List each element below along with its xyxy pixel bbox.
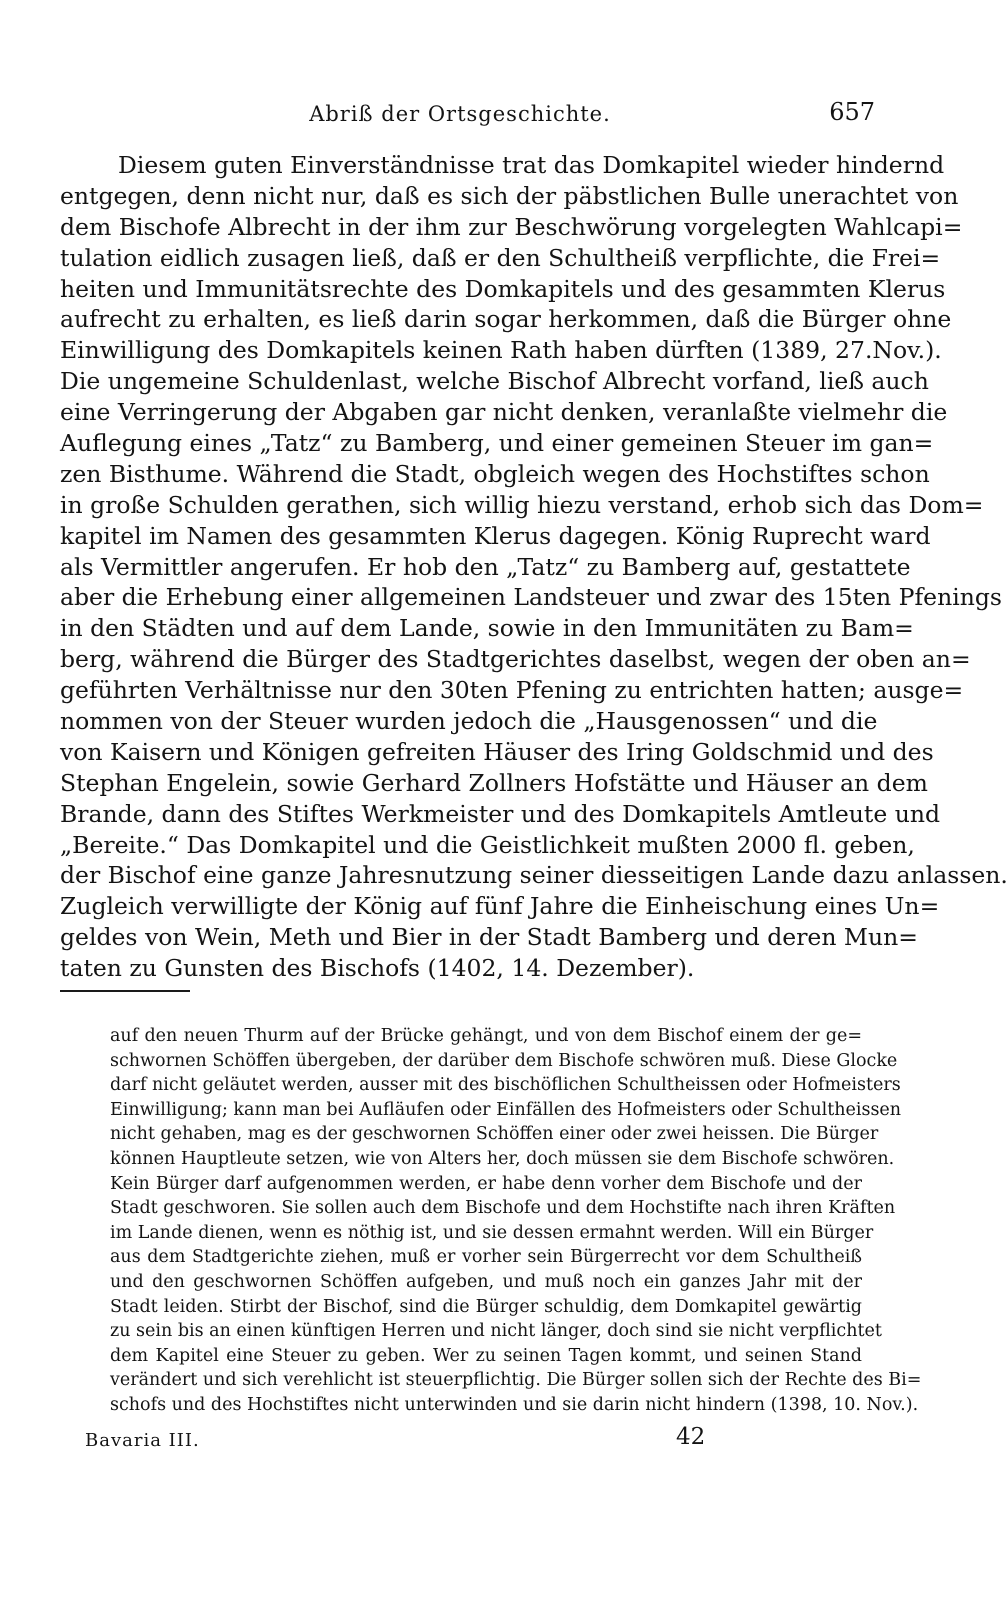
text-line: taten zu Gunsten des Bischofs (1402, 14. Dezember).: [60, 954, 695, 983]
text-line: von Kaisern und Königen gefreiten Häuser des Iring Goldschmid und des: [60, 737, 934, 766]
footnote-line: können Hauptleute setzen, wie von Alters her, doch müssen sie dem Bischofe schwören.: [110, 1148, 895, 1169]
text-line: kapitel im Namen des gesammten Klerus dagegen. König Ruprecht ward: [60, 521, 931, 550]
footnote-line: Einwilligung; kann man bei Aufläufen oder Einfällen des Hofmeisters oder Schultheissen: [110, 1099, 902, 1120]
text-line: aufrecht zu erhalten, es ließ darin sogar herkommen, daß die Bürger ohne: [60, 305, 952, 334]
text-line: aber die Erhebung einer allgemeinen Landsteuer und zwar des 15ten Pfenings: [60, 583, 1002, 612]
footnote-line: schwornen Schöffen übergeben, der darüber dem Bischofe schwören muß. Diese Glocke: [110, 1050, 898, 1071]
footnote-line: Kein Bürger darf aufgenommen werden, er habe denn vorher dem Bischofe und der: [110, 1173, 862, 1194]
text-line: geführten Verhältnisse nur den 30ten Pfening zu entrichten hatten; ausge=: [60, 676, 964, 705]
text-line: entgegen, denn nicht nur, daß es sich der päbstlichen Bulle unerachtet von: [60, 181, 959, 210]
footnote-line: zu sein bis an einen künftigen Herren und nicht länger, doch sind sie nicht verpflichtet: [110, 1321, 882, 1342]
text-line: eine Verringerung der Abgaben gar nicht denken, veranlaßte vielmehr die: [60, 398, 948, 427]
footnote-line: nicht gehaben, mag es der geschwornen Schöffen einer oder zwei heissen. Die Bürger: [110, 1124, 879, 1145]
text-line: tulation eidlich zusagen ließ, daß er den Schultheiß verpflichte, die Frei=: [60, 243, 941, 272]
text-line: als Vermittler angerufen. Er hob den „Tatz“ zu Bamberg auf, gestattete: [60, 552, 911, 581]
footnote-line: dem Kapitel eine Steuer zu geben. Wer zu seinen Tagen kommt, und seinen Stand: [110, 1345, 862, 1366]
text-line: berg, während die Bürger des Stadtgerichtes daselbst, wegen der oben an=: [60, 645, 971, 674]
text-line: Brande, dann des Stiftes Werkmeister und des Domkapitels Amtleute und: [60, 799, 941, 828]
text-line: Auflegung eines „Tatz“ zu Bamberg, und einer gemeinen Steuer im gan=: [60, 429, 934, 458]
footnote-divider: [60, 990, 190, 992]
footnote-line: schofs und des Hochstiftes nicht unterwinden und sie darin nicht hindern (1398, 10. Nov.).: [110, 1394, 919, 1415]
text-line: geldes von Wein, Meth und Bier in der Stadt Bamberg und deren Mun=: [60, 923, 918, 952]
footnote-line: auf den neuen Thurm auf der Brücke gehängt, und von dem Bischof einem der ge=: [110, 1026, 862, 1046]
text-line: in den Städten und auf dem Lande, sowie in den Immunitäten zu Bam=: [60, 614, 914, 643]
text-line: zen Bisthume. Während die Stadt, obgleich wegen des Hochstiftes schon: [60, 459, 930, 488]
signature-mark: Bavaria III.: [85, 1430, 200, 1451]
text-line: der Bischof eine ganze Jahresnutzung seiner diesseitigen Lande dazu anlassen.: [60, 861, 1008, 890]
footnote-line: im Lande dienen, wenn es nöthig ist, und sie dessen ermahnt werden. Will ein Bürger: [110, 1222, 874, 1243]
footnote-line: Stadt geschworen. Sie sollen auch dem Bischofe und dem Hochstifte nach ihren Kräften: [110, 1198, 896, 1219]
footnote-line: Stadt leiden. Stirbt der Bischof, sind die Bürger schuldig, dem Domkapitel gewärtig: [110, 1296, 862, 1317]
text-line: Diesem guten Einverständnisse trat das Domkapitel wieder hindernd: [118, 151, 945, 179]
footnote-line: darf nicht geläutet werden, ausser mit des bischöflichen Schultheissen oder Hofmeisters: [110, 1075, 901, 1096]
text-line: heiten und Immunitätsrechte des Domkapitels und des gesammten Klerus: [60, 274, 946, 303]
text-line: Die ungemeine Schuldenlast, welche Bischof Albrecht vorfand, ließ auch: [60, 367, 929, 396]
text-line: in große Schulden gerathen, sich willig hiezu verstand, erhob sich das Dom=: [60, 490, 984, 519]
running-title: Abriß der Ortsgeschichte.: [309, 102, 611, 126]
text-line: dem Bischofe Albrecht in der ihm zur Beschwörung vorgelegten Wahlcapi=: [60, 212, 963, 241]
text-line: Zugleich verwilligte der König auf fünf Jahre die Einheischung eines Un=: [60, 892, 940, 921]
text-line: Einwilligung des Domkapitels keinen Rath haben dürften (1389, 27.Nov.).: [60, 336, 942, 365]
text-line: „Bereite.“ Das Domkapitel und die Geistlichkeit mußten 2000 fl. geben,: [60, 830, 915, 859]
text-line: Stephan Engelein, sowie Gerhard Zollners Hofstätte und Häuser an dem: [60, 768, 928, 797]
page-header: [0, 98, 1000, 138]
sheet-number: 42: [676, 1424, 706, 1450]
text-line: nommen von der Steuer wurden jedoch die „Hausgenossen“ und die: [60, 707, 878, 736]
page-number: 657: [829, 98, 875, 126]
main-paragraph: [60, 150, 1008, 984]
footnote: [110, 1024, 922, 1418]
footnote-line: verändert und sich verehlicht ist steuerpflichtig. Die Bürger sollen sich der Rechte des Bi=: [110, 1370, 922, 1391]
footnote-line: aus dem Stadtgerichte ziehen, muß er vorher sein Bürgerrecht vor dem Schultheiß: [110, 1247, 862, 1268]
footnote-line: und den geschwornen Schöffen aufgeben, und muß noch ein ganzes Jahr mit der: [110, 1271, 862, 1292]
